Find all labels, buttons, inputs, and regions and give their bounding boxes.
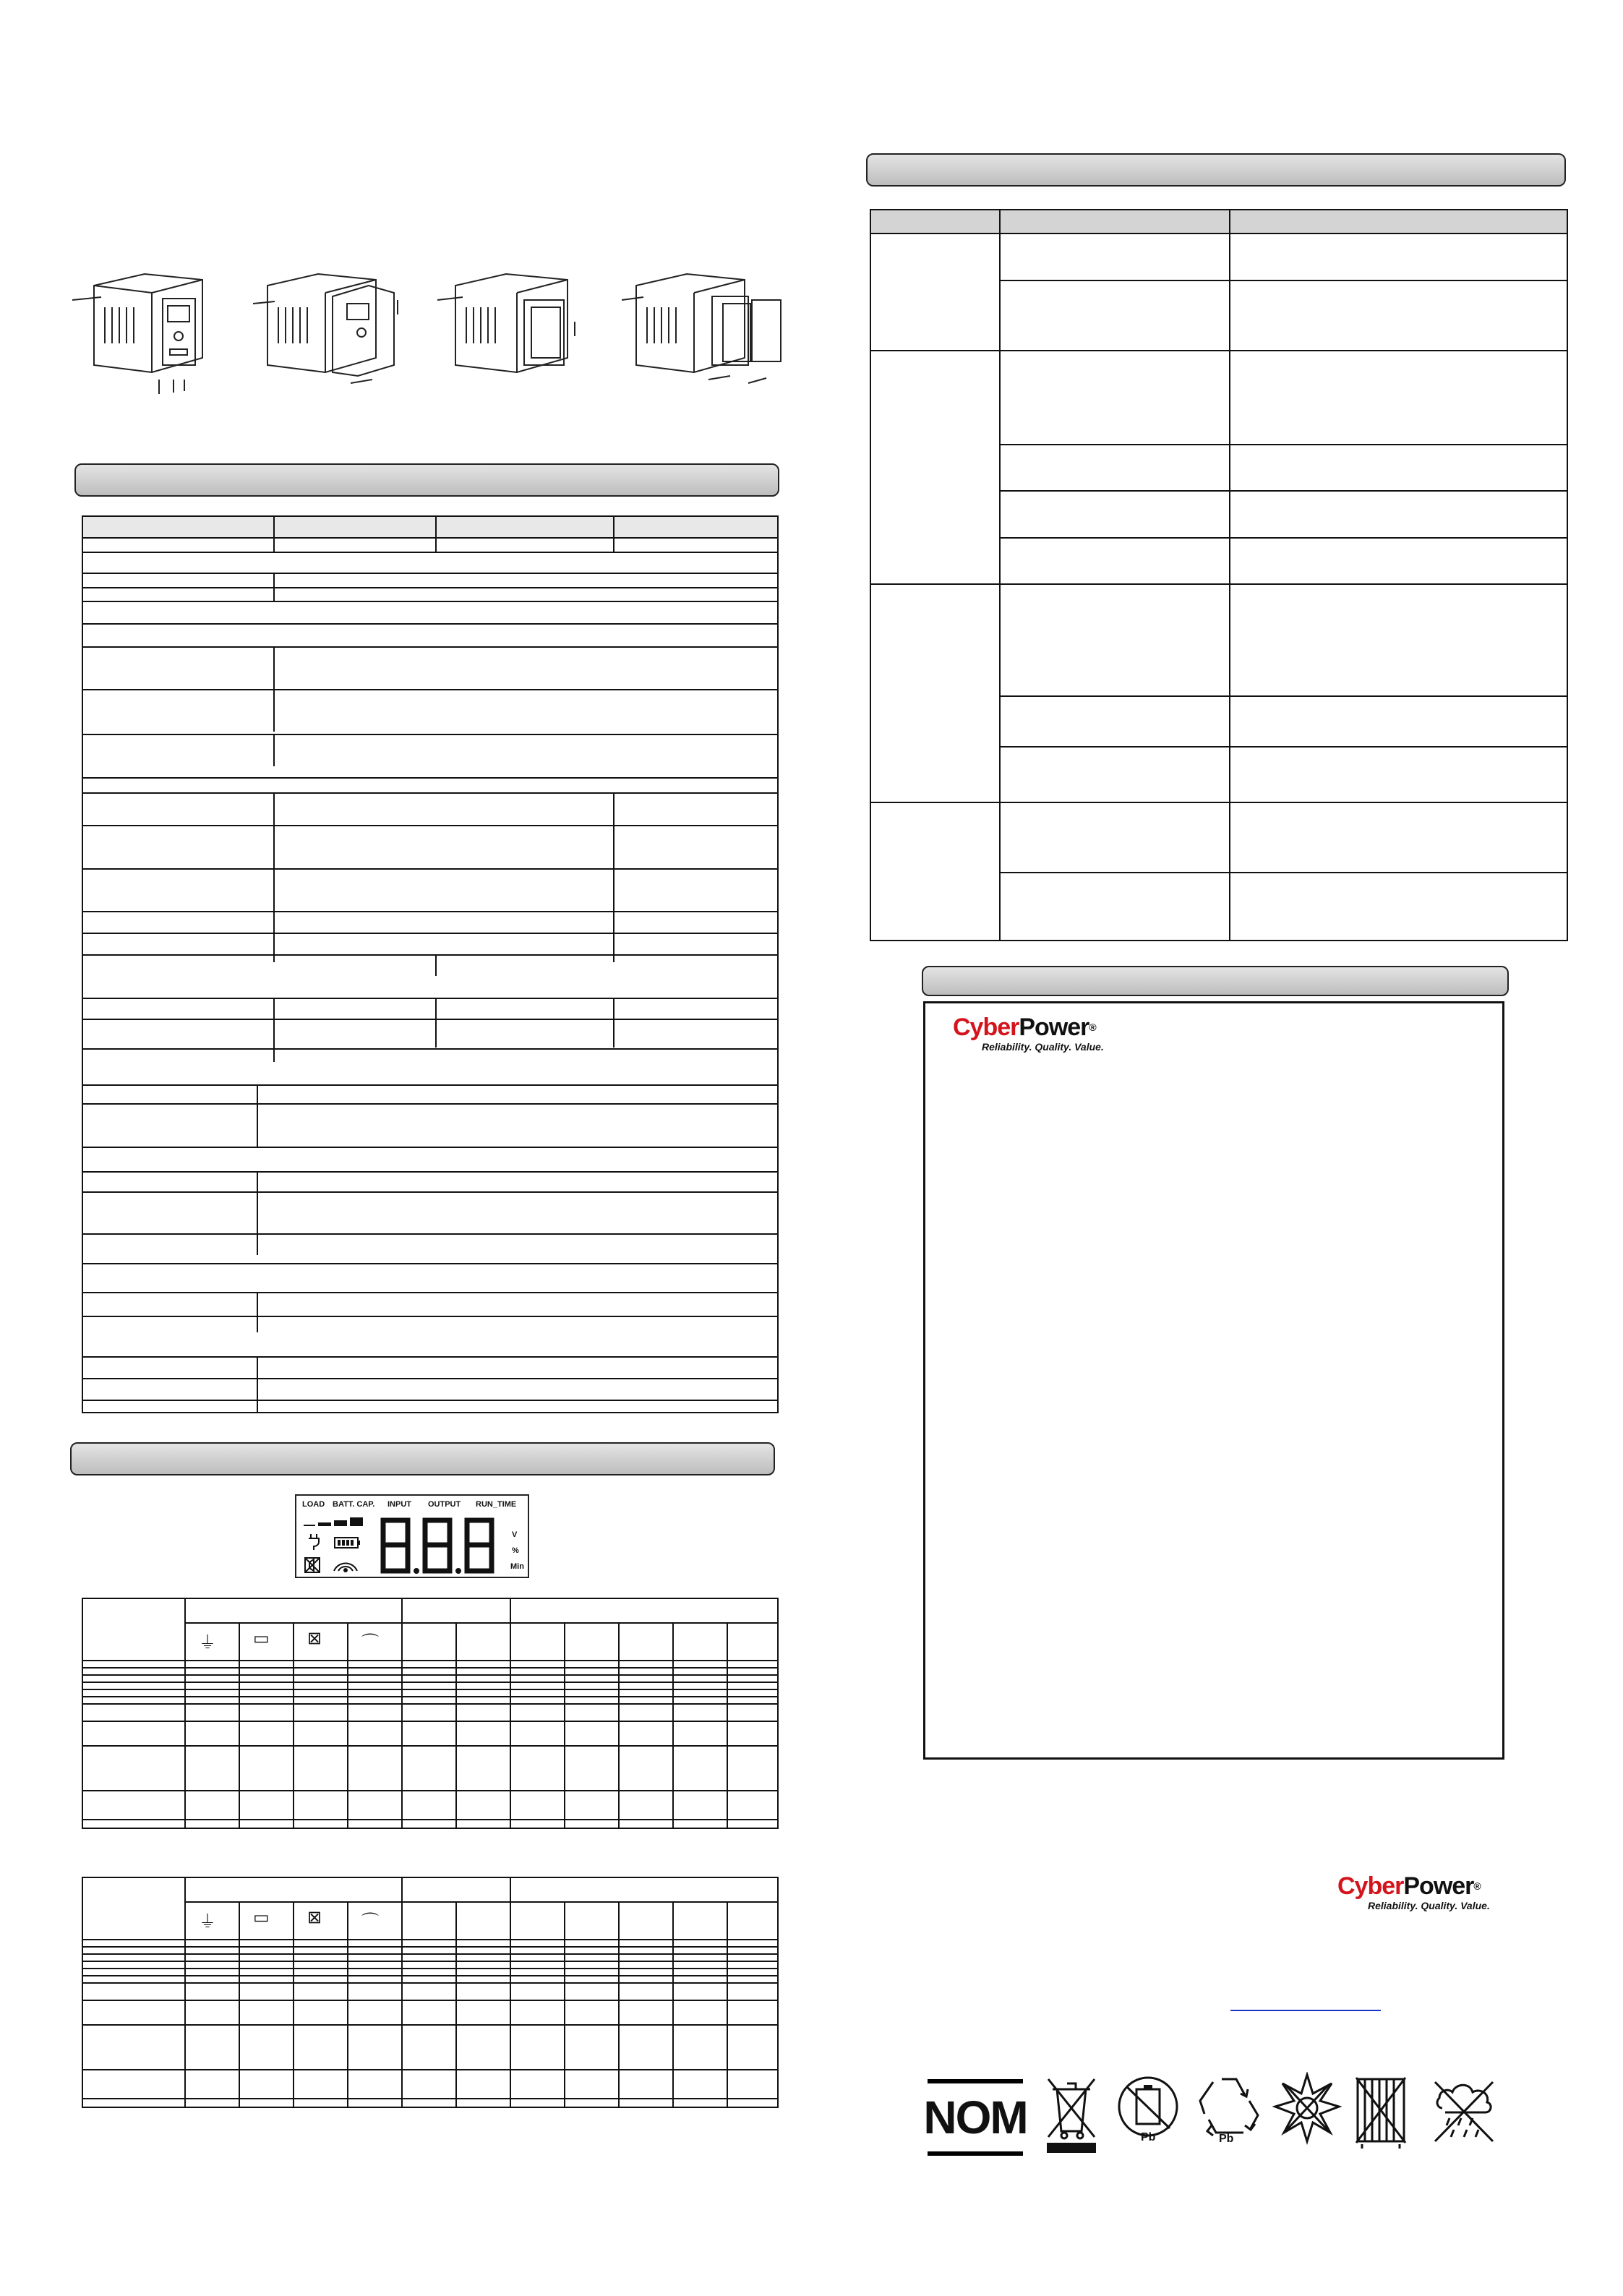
status-row-rule — [82, 1682, 779, 1683]
status-header-overload-icon: ⌒ — [361, 1633, 379, 1653]
spec-row-rule — [82, 792, 779, 794]
spec-col-rule — [257, 1292, 258, 1332]
spec-col-rule — [435, 998, 437, 1048]
status-header-ac-plug-icon: ⏚ — [199, 1912, 216, 1932]
footer-brand-power-text: Power — [1403, 1872, 1474, 1900]
spec-row-rule — [82, 933, 779, 934]
lcd-label-input: INPUT — [387, 1500, 411, 1509]
ts-row-rule — [999, 280, 1568, 281]
status-header-battery-icon: ▭ — [253, 1908, 270, 1927]
specifications-section-bar — [74, 463, 779, 497]
spec-row-rule — [82, 1292, 779, 1293]
brand-cyber-text: Cyber — [953, 1014, 1019, 1041]
status-row-rule — [82, 1953, 779, 1955]
spec-row-rule — [82, 1171, 779, 1173]
lcd-battery-icon — [334, 1536, 361, 1549]
troubleshooting-table-border — [870, 209, 1568, 941]
status-col-rule — [184, 1598, 186, 1829]
spec-row-rule — [82, 1400, 779, 1401]
spec-col-rule — [273, 515, 275, 552]
lcd-seven-segment-digits — [377, 1516, 508, 1575]
status-col-rule — [564, 1901, 565, 2108]
ups-step-4-illustration — [622, 264, 788, 398]
status-row-rule — [82, 1745, 779, 1747]
ts-col-rule — [1229, 209, 1230, 941]
spec-col-rule — [273, 734, 275, 766]
status-header-rule — [184, 1901, 779, 1903]
status-col-rule — [510, 1877, 511, 2108]
status-row-rule — [82, 1674, 779, 1676]
ts-col-rule — [999, 209, 1001, 941]
ts-header-rule — [870, 233, 1568, 234]
brand-power-text: Power — [1019, 1014, 1089, 1041]
status-row-rule — [82, 1721, 779, 1722]
status-col-rule — [293, 1901, 294, 2108]
status-col-rule — [401, 1598, 403, 1829]
status-col-rule — [184, 1877, 186, 2108]
spec-row-rule — [82, 623, 779, 625]
ts-group-rule — [870, 350, 1568, 351]
status-header-rule — [82, 1939, 779, 1940]
spec-col-rule — [257, 1084, 258, 1147]
spec-header-row — [83, 517, 777, 537]
footer-brand-cyber-text: Cyber — [1337, 1872, 1404, 1900]
spec-col-rule — [257, 1171, 258, 1255]
status-row-rule — [82, 2024, 779, 2026]
status-col-rule — [347, 1622, 348, 1829]
lcd-overload-fault-icon — [331, 1556, 360, 1572]
spec-row-rule — [82, 537, 779, 539]
spec-row-rule — [82, 911, 779, 912]
website-link[interactable] — [1230, 2010, 1381, 2011]
spec-row-rule — [82, 587, 779, 588]
status-col-rule — [564, 1622, 565, 1829]
spec-row-rule — [82, 1356, 779, 1358]
ts-row-rule — [999, 695, 1568, 697]
spec-row-rule — [82, 998, 779, 999]
status-row-rule — [82, 2069, 779, 2070]
spec-col-rule — [273, 998, 275, 1062]
spec-row-rule — [82, 689, 779, 690]
spec-row-rule — [82, 734, 779, 735]
spec-row-rule — [82, 1233, 779, 1235]
nom-icon — [923, 2079, 1027, 2156]
warranty-box — [923, 1001, 1504, 1760]
status-header-rule — [82, 1660, 779, 1661]
status-header-rule — [184, 1622, 779, 1624]
lcd-label-run-time: RUN_TIME — [476, 1500, 517, 1509]
ts-row-rule — [999, 746, 1568, 748]
status-row-rule — [82, 1946, 779, 1948]
ts-group-rule — [870, 802, 1568, 803]
status-col-rule — [618, 1901, 620, 2108]
ts-row-rule — [999, 872, 1568, 873]
status-header-overload-icon: ⌒ — [361, 1912, 379, 1932]
no-battery-pb-label: Pb — [1141, 2131, 1156, 2143]
status-header-mute-icon: ⊠ — [307, 1629, 322, 1648]
status-row-rule — [82, 1982, 779, 1984]
spec-row-rule — [82, 552, 779, 553]
status-col-rule — [672, 1622, 674, 1829]
spec-row-rule — [82, 954, 779, 956]
recycle-pb-label: Pb — [1219, 2133, 1234, 2145]
status-row-rule — [82, 2000, 779, 2001]
spec-col-rule — [613, 998, 614, 1048]
status-table-2-border — [82, 1877, 779, 2108]
lcd-unit-minutes: Min — [510, 1562, 524, 1571]
status-row-rule — [82, 1790, 779, 1791]
status-row-rule — [82, 1703, 779, 1705]
spec-col-rule — [435, 954, 437, 976]
lcd-label-batt-cap: BATT. CAP. — [333, 1500, 375, 1509]
spec-row-rule — [82, 1378, 779, 1379]
spec-table-border — [82, 515, 779, 1413]
warranty-brand-logo — [953, 1015, 1104, 1053]
spec-row-rule — [82, 1084, 779, 1086]
warranty-section-bar — [922, 966, 1509, 996]
spec-col-rule — [273, 573, 275, 601]
status-col-rule — [618, 1622, 620, 1829]
status-row-rule — [82, 1696, 779, 1697]
status-row-rule — [82, 2098, 779, 2099]
status-row-rule — [82, 1819, 779, 1820]
ts-row-rule — [999, 490, 1568, 492]
spec-row-rule — [82, 573, 779, 574]
spec-row-rule — [82, 1263, 779, 1264]
spec-col-rule — [273, 689, 275, 732]
spec-row-rule — [82, 825, 779, 826]
status-row-rule — [82, 1961, 779, 1962]
ts-row-rule — [999, 537, 1568, 539]
ts-group-rule — [870, 583, 1568, 585]
spec-row-rule — [82, 1019, 779, 1020]
status-col-rule — [455, 1622, 457, 1829]
status-col-rule — [347, 1901, 348, 2108]
spec-row-rule — [82, 868, 779, 870]
spec-row-rule — [82, 1316, 779, 1317]
no-water-icon — [1428, 2072, 1500, 2153]
lcd-ac-plug-icon — [307, 1532, 324, 1551]
status-col-rule — [510, 1598, 511, 1829]
status-row-rule — [82, 1667, 779, 1669]
spec-row-rule — [82, 601, 779, 602]
spec-col-rule — [273, 792, 275, 962]
troubleshooting-header-row — [871, 210, 1567, 233]
spec-col-rule — [273, 646, 275, 689]
brand-registered-mark: ® — [1089, 1021, 1096, 1033]
status-col-rule — [727, 1622, 728, 1829]
status-row-rule — [82, 1975, 779, 1976]
ups-step-2-illustration — [253, 264, 405, 398]
spec-col-rule — [613, 515, 614, 552]
status-table-1-border — [82, 1598, 779, 1829]
status-header-mute-icon: ⊠ — [307, 1908, 322, 1927]
status-col-rule — [239, 1622, 240, 1829]
lcd-unit-percent: % — [512, 1546, 519, 1555]
no-disassemble-icon — [1352, 2072, 1410, 2153]
spec-col-rule — [257, 1356, 258, 1413]
ups-step-1-illustration — [72, 264, 224, 398]
ts-row-rule — [999, 444, 1568, 445]
spec-row-rule — [82, 777, 779, 779]
status-col-rule — [455, 1901, 457, 2108]
spec-col-rule — [613, 792, 614, 962]
spec-row-rule — [82, 1147, 779, 1148]
status-row-rule — [82, 1689, 779, 1690]
spec-row-rule — [82, 1191, 779, 1193]
status-col-rule — [293, 1622, 294, 1829]
spec-col-rule — [435, 515, 437, 552]
spec-row-rule — [82, 1048, 779, 1050]
lcd-load-bars-icon — [302, 1515, 374, 1528]
weee-bin-icon — [1042, 2073, 1100, 2154]
troubleshooting-section-bar — [866, 153, 1566, 187]
status-col-rule — [401, 1877, 403, 2108]
lcd-unit-volt: V — [512, 1530, 518, 1539]
lcd-display — [295, 1494, 529, 1578]
lcd-section-bar — [70, 1442, 775, 1475]
lcd-mute-icon — [304, 1556, 322, 1574]
footer-brand-tagline: Reliability. Quality. Value. — [1368, 1900, 1490, 1911]
spec-row-rule — [82, 646, 779, 648]
status-header-battery-icon: ▭ — [253, 1629, 270, 1648]
lcd-label-load: LOAD — [302, 1500, 325, 1509]
status-row-rule — [82, 1968, 779, 1969]
ups-step-3-illustration — [437, 264, 589, 398]
nom-label: NOM — [923, 2091, 1027, 2143]
spec-row-rule — [82, 1103, 779, 1105]
status-col-rule — [239, 1901, 240, 2108]
brand-tagline: Reliability. Quality. Value. — [982, 1041, 1104, 1053]
no-fire-icon — [1272, 2072, 1342, 2153]
footer-brand-logo — [1337, 1874, 1490, 1911]
status-col-rule — [727, 1901, 728, 2108]
status-col-rule — [672, 1901, 674, 2108]
footer-brand-registered-mark: ® — [1473, 1880, 1481, 1892]
status-header-ac-plug-icon: ⏚ — [199, 1633, 216, 1653]
lcd-label-output: OUTPUT — [428, 1500, 461, 1509]
